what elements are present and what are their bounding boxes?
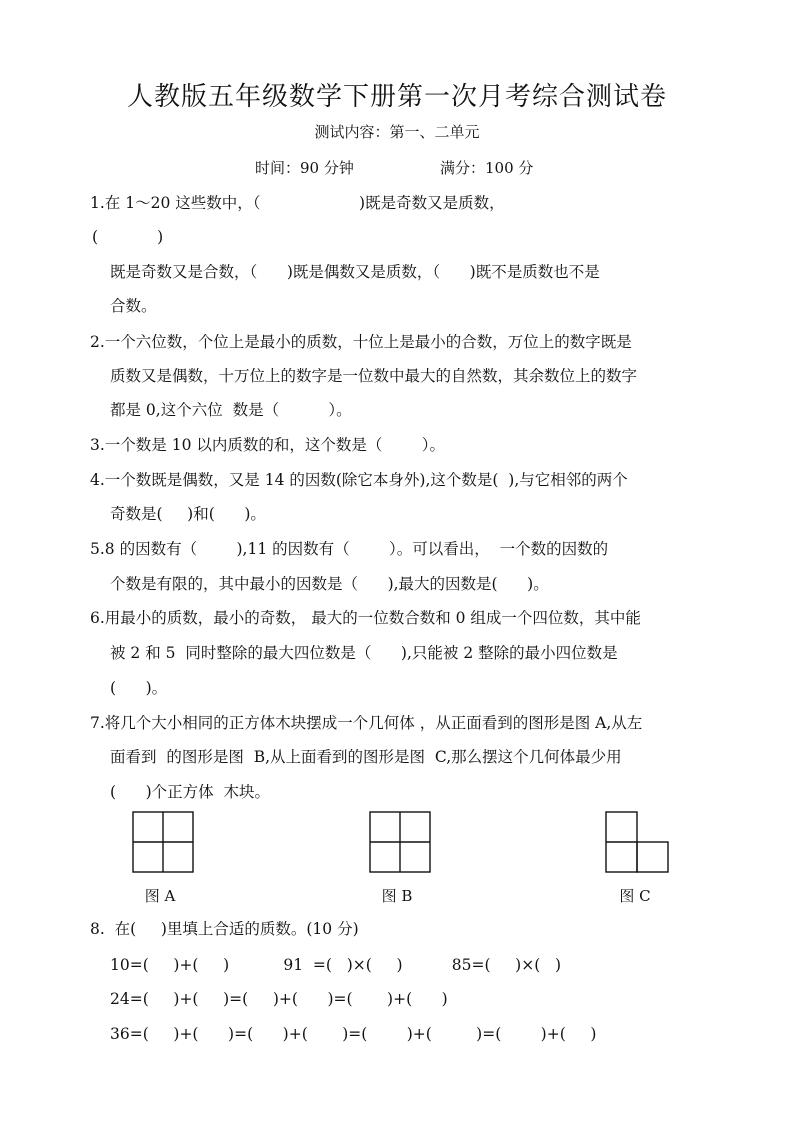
question-2-line-2: 质数又是偶数，十万位上的数字是一位数中最大的自然数，其余数位上的数字: [110, 367, 638, 385]
question-5-line-2: 个数是有限的，其中最小的因数是（ ),最大的因数是( )。: [110, 575, 549, 593]
question-2-line-3: 都是 0,这个六位 数是（ ）。: [110, 401, 352, 419]
question-8-line-4: 36=( )+( )=( )+( )=( )+( )=( )+( ): [110, 1025, 597, 1043]
figure-c-label: 图 C: [619, 887, 651, 905]
question-6-line-2: 被 2 和 5 同时整除的最大四位数是（ ),只能被 2 整除的最小四位数是: [110, 644, 618, 662]
question-7-line-3: ( )个正方体 木块。: [110, 783, 271, 801]
question-4-line-2: 奇数是( )和( )。: [110, 505, 266, 523]
question-1-line-4: 合数。: [110, 297, 157, 315]
page-subtitle: 测试内容：第一、二单元: [314, 123, 480, 141]
question-8-line-2: 10=( )+( ) 91 =( )×( ) 85=( )×( ): [110, 956, 562, 974]
exam-full-score: 满分：100 分: [440, 159, 534, 177]
question-5-line-1: 5.8 的因数有（ ),11 的因数有（ ）。可以看出， 一个数的因数的: [90, 540, 609, 558]
question-8-line-3: 24=( )+( )=( )+( )=( )+( ): [110, 990, 448, 1008]
question-1-line-3: 既是奇数又是合数，（ )既是偶数又是质数，（ )既不是质数也不是: [110, 263, 600, 281]
question-8-line-1: 8. 在( )里填上合适的质数。(10 分): [90, 920, 359, 938]
question-6-line-1: 6.用最小的质数，最小的奇数， 最大的一位数合数和 0 组成一个四位数，其中能: [90, 609, 641, 627]
question-7-line-2: 面看到 的图形是图 B,从上面看到的图形是图 C,那么摆这个几何体最少用: [110, 748, 622, 766]
figure-a-label: 图 A: [144, 887, 176, 905]
question-6-line-3: ( )。: [110, 679, 168, 697]
figure-c-shape: [605, 811, 669, 873]
question-4-line-1: 4.一个数既是偶数，又是 14 的因数(除它本身外),这个数是( ),与它相邻的两个: [90, 471, 628, 489]
figure-a-grid: [132, 811, 194, 873]
page-title: 人教版五年级数学下册第一次月考综合测试卷: [126, 82, 667, 112]
question-2-line-1: 2.一个六位数，个位上是最小的质数，十位上是最小的合数，万位上的数字既是: [90, 333, 632, 351]
figure-b-label: 图 B: [381, 887, 413, 905]
question-3-line-1: 3.一个数是 10 以内质数的和，这个数是（ ）。: [90, 436, 446, 454]
exam-time: 时间：90 分钟: [255, 159, 354, 177]
question-7-line-1: 7.将几个大小相同的正方体木块摆成一个几何体 ，从正面看到的图形是图 A,从左: [90, 714, 643, 732]
question-1-line-2: ( ): [92, 228, 164, 246]
question-1-line-1: 1.在 1～20 这些数中，（ )既是奇数又是质数，: [90, 194, 505, 212]
figure-b-grid: [369, 811, 431, 873]
